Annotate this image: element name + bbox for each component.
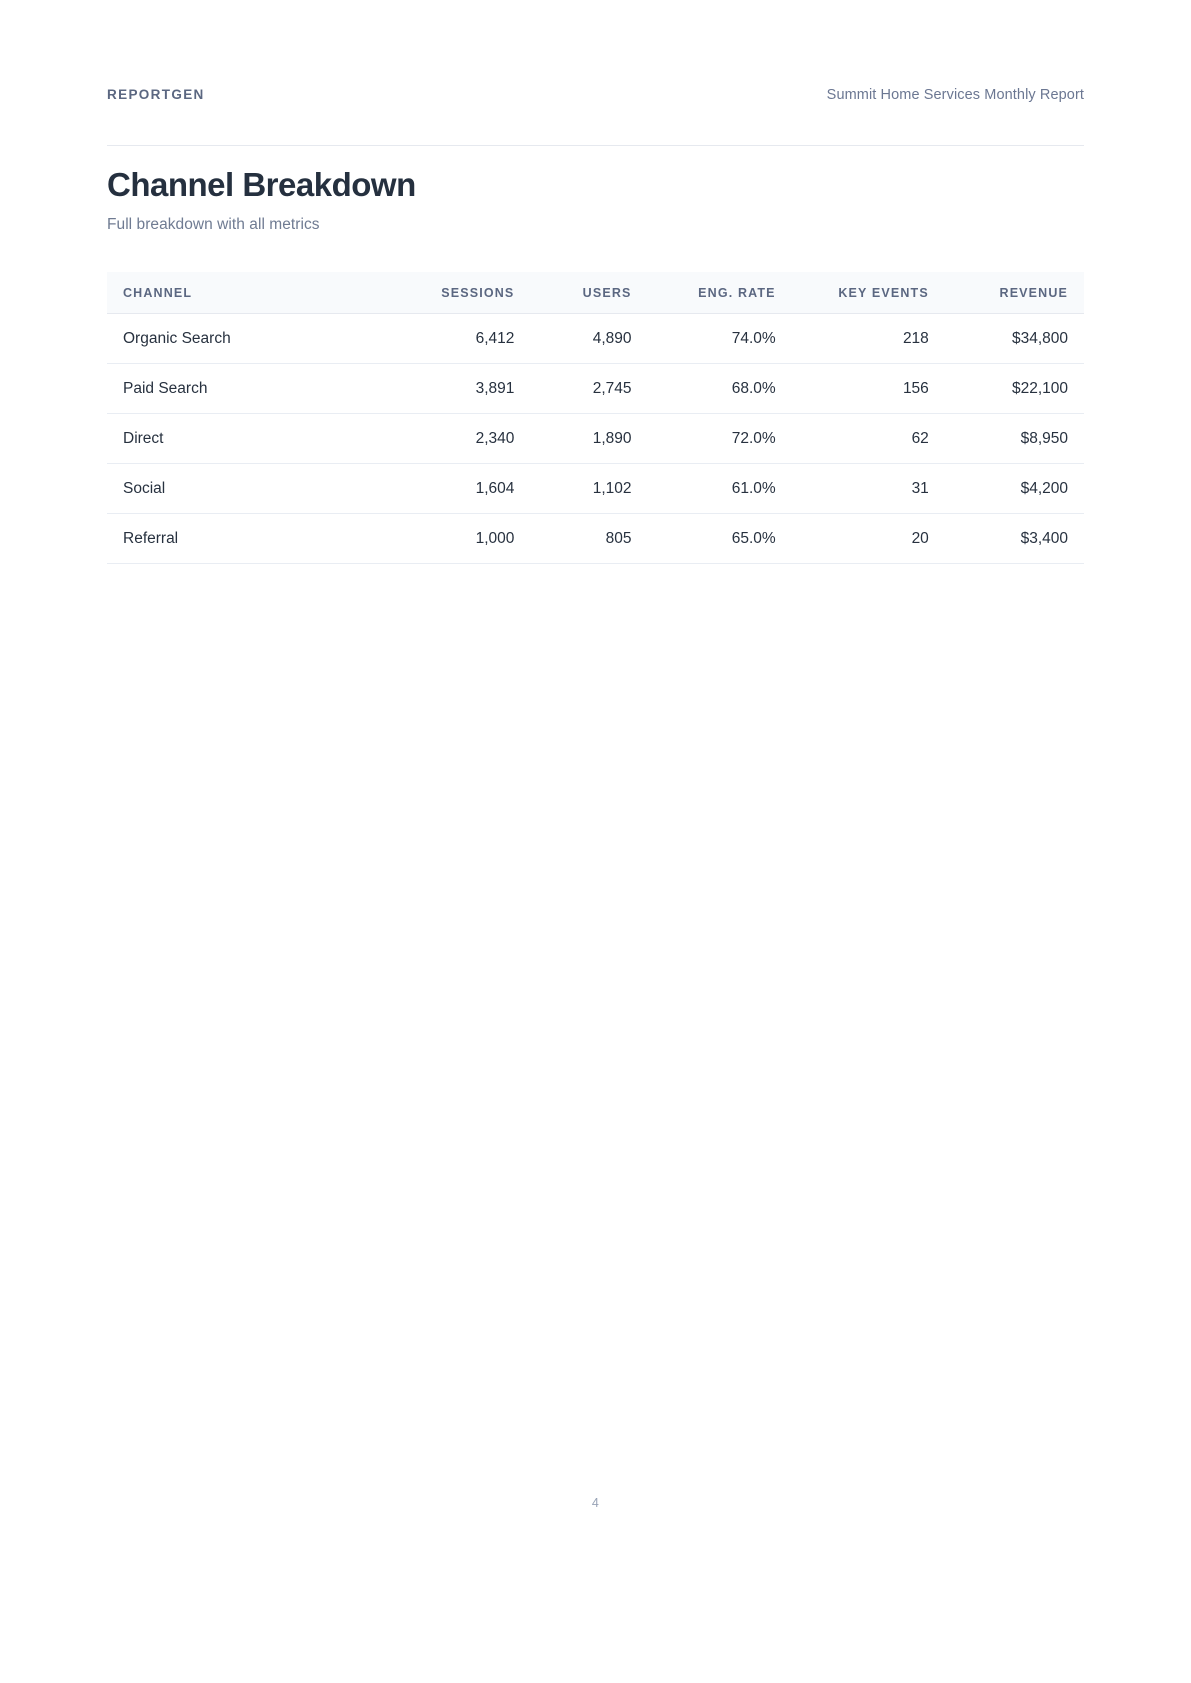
cell-key-events: 20: [776, 514, 929, 564]
column-header-eng-rate: ENG. RATE: [632, 272, 776, 314]
cell-users: 805: [514, 514, 631, 564]
page-subtitle: Full breakdown with all metrics: [107, 215, 320, 233]
table-row: [107, 314, 1084, 364]
cell-sessions: 3,891: [384, 364, 515, 414]
cell-users: 2,745: [514, 364, 631, 414]
column-header-users: USERS: [514, 272, 631, 314]
table-row: [107, 414, 1084, 464]
table-row: [107, 514, 1084, 564]
cell-revenue: $22,100: [929, 364, 1084, 414]
cell-users: 1,890: [514, 414, 631, 464]
table-header: [107, 272, 1084, 314]
column-header-revenue: REVENUE: [929, 272, 1084, 314]
cell-eng-rate: 74.0%: [632, 314, 776, 364]
running-header: [107, 88, 1084, 146]
column-header-key-events: KEY EVENTS: [776, 272, 929, 314]
cell-sessions: 2,340: [384, 414, 515, 464]
table-row: [107, 464, 1084, 514]
table-body: [107, 314, 1084, 564]
cell-key-events: 62: [776, 414, 929, 464]
cell-sessions: 1,604: [384, 464, 515, 514]
cell-eng-rate: 65.0%: [632, 514, 776, 564]
cell-channel: Referral: [107, 514, 384, 564]
cell-eng-rate: 72.0%: [632, 414, 776, 464]
cell-key-events: 218: [776, 314, 929, 364]
page-number: 4: [591, 1496, 600, 1510]
cell-revenue: $3,400: [929, 514, 1084, 564]
cell-key-events: 156: [776, 364, 929, 414]
channel-breakdown-table: [107, 272, 1084, 564]
page-title: Channel Breakdown: [107, 166, 416, 203]
channel-breakdown-table-container: [107, 272, 1084, 564]
table-row: [107, 364, 1084, 414]
cell-sessions: 1,000: [384, 514, 515, 564]
cell-users: 1,102: [514, 464, 631, 514]
cell-revenue: $4,200: [929, 464, 1084, 514]
cell-channel: Organic Search: [107, 314, 384, 364]
cell-key-events: 31: [776, 464, 929, 514]
section-header: [107, 166, 1084, 235]
cell-users: 4,890: [514, 314, 631, 364]
cell-channel: Paid Search: [107, 364, 384, 414]
cell-channel: Direct: [107, 414, 384, 464]
document-title: Summit Home Services Monthly Report: [826, 87, 1084, 103]
cell-revenue: $8,950: [929, 414, 1084, 464]
column-header-sessions: SESSIONS: [384, 272, 515, 314]
cell-channel: Social: [107, 464, 384, 514]
column-header-channel: CHANNEL: [107, 272, 384, 314]
brand-label: REPORTGEN: [107, 87, 205, 102]
cell-eng-rate: 61.0%: [632, 464, 776, 514]
cell-revenue: $34,800: [929, 314, 1084, 364]
cell-eng-rate: 68.0%: [632, 364, 776, 414]
table-header-row: [107, 272, 1084, 314]
cell-sessions: 6,412: [384, 314, 515, 364]
